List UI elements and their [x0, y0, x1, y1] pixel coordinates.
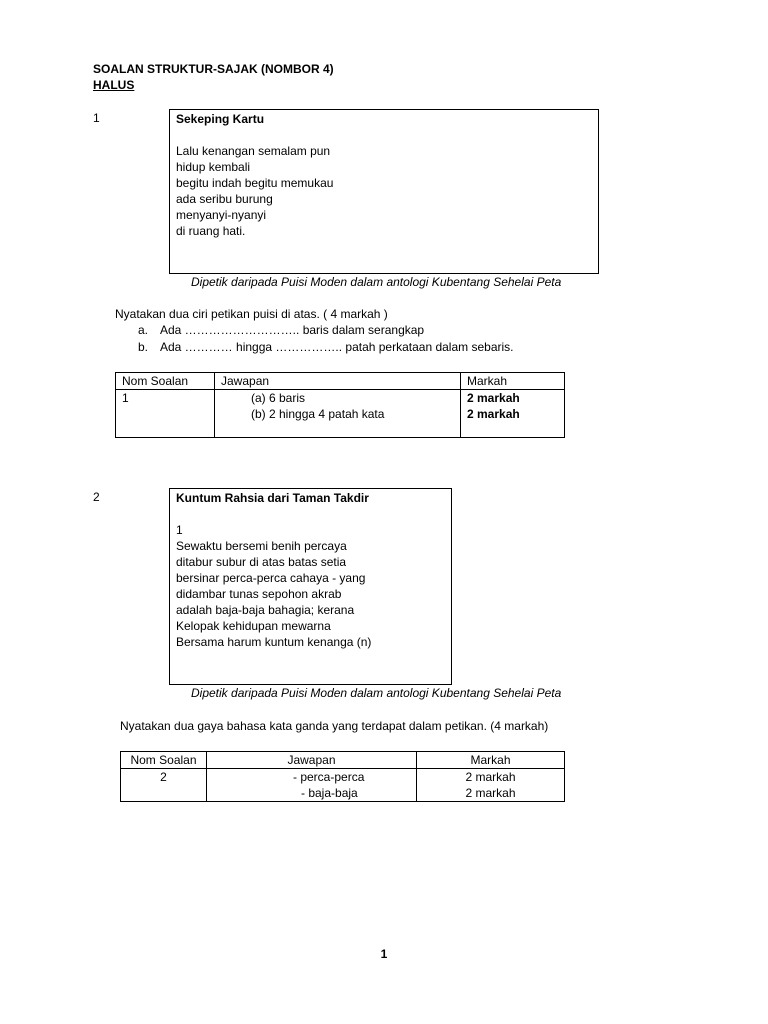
table-cell-nom: 2	[121, 769, 207, 802]
table-cell-answer	[215, 390, 461, 438]
table-row	[116, 390, 565, 438]
option-label: b.	[138, 340, 149, 354]
table-cell-marks	[417, 769, 565, 802]
question-2-poem-box	[169, 488, 452, 685]
table-header-row	[121, 752, 565, 769]
mark-line: 2 markah	[465, 786, 516, 800]
table-header-cell: Jawapan	[215, 373, 461, 390]
mark-line: 2 markah	[467, 391, 520, 405]
poem-2-title: Kuntum Rahsia dari Taman Takdir	[176, 491, 369, 505]
option-label: a.	[138, 323, 149, 337]
table-row	[121, 769, 565, 802]
answer-line: - perca-perca	[293, 770, 365, 784]
mark-line: 2 markah	[467, 407, 520, 421]
question-2-number: 2	[93, 490, 100, 504]
table-header-cell: Markah	[417, 752, 565, 769]
poem-1-line: menyanyi-nyanyi	[176, 208, 267, 222]
poem-2-line: bersinar perca-perca cahaya - yang	[176, 571, 366, 585]
poem-2-line: adalah baja-baja bahagia; kerana	[176, 603, 355, 617]
table-header-cell: Nom Soalan	[121, 752, 207, 769]
document-title: SOALAN STRUKTUR-SAJAK (NOMBOR 4)	[93, 62, 334, 76]
question-1-prompt: Nyatakan dua ciri petikan puisi di atas. ( 4 markah )	[115, 307, 388, 321]
question-1-option-a	[138, 322, 424, 338]
question-2-source: Dipetik daripada Puisi Moden dalam antologi Kubentang Sehelai Peta	[191, 686, 562, 700]
answer-line: (a) 6 baris	[251, 391, 306, 405]
question-2-answer-table	[120, 751, 565, 802]
table-header-row	[116, 373, 565, 390]
option-text: Ada ……………………….. baris dalam serangkap	[160, 323, 425, 337]
table-cell-answer	[207, 769, 417, 802]
table-header-cell: Jawapan	[207, 752, 417, 769]
poem-1-line: di ruang hati.	[176, 224, 246, 238]
poem-2-line: didambar tunas sepohon akrab	[176, 587, 342, 601]
poem-1-line: hidup kembali	[176, 160, 251, 174]
question-1-poem-box	[169, 109, 599, 274]
poem-1-line: ada seribu burung	[176, 192, 273, 206]
poem-blank-line	[176, 506, 445, 522]
question-1-number: 1	[93, 111, 100, 125]
poem-1-line: Lalu kenangan semalam pun	[176, 144, 331, 158]
question-2-prompt: Nyatakan dua gaya bahasa kata ganda yang terdapat dalam petikan. (4 markah)	[120, 719, 549, 733]
poem-1-line: begitu indah begitu memukau	[176, 176, 334, 190]
question-1-option-b	[138, 339, 514, 355]
poem-2-line: Kelopak kehidupan mewarna	[176, 619, 331, 633]
question-1-answer-table	[115, 372, 565, 438]
page-number: 1	[380, 947, 388, 961]
option-text: Ada ………… hingga …………….. patah perkataan dalam sebaris.	[160, 340, 514, 354]
table-cell-marks	[461, 390, 565, 438]
document-subtitle: HALUS	[93, 78, 135, 92]
table-header-cell: Markah	[461, 373, 565, 390]
question-1-source: Dipetik daripada Puisi Moden dalam antologi Kubentang Sehelai Peta	[191, 275, 562, 289]
poem-2-line: Bersama harum kuntum kenanga (n)	[176, 635, 372, 649]
table-header-cell: Nom Soalan	[116, 373, 215, 390]
poem-2-stanza-number: 1	[176, 523, 183, 537]
poem-blank-line	[176, 127, 592, 143]
answer-line: (b) 2 hingga 4 patah kata	[251, 407, 385, 421]
poem-1-title: Sekeping Kartu	[176, 112, 265, 126]
poem-2-line: ditabur subur di atas batas setia	[176, 555, 347, 569]
poem-2-line: Sewaktu bersemi benih percaya	[176, 539, 347, 553]
mark-line: 2 markah	[465, 770, 516, 784]
answer-line: - baja-baja	[301, 786, 358, 800]
table-cell-nom: 1	[116, 390, 215, 438]
